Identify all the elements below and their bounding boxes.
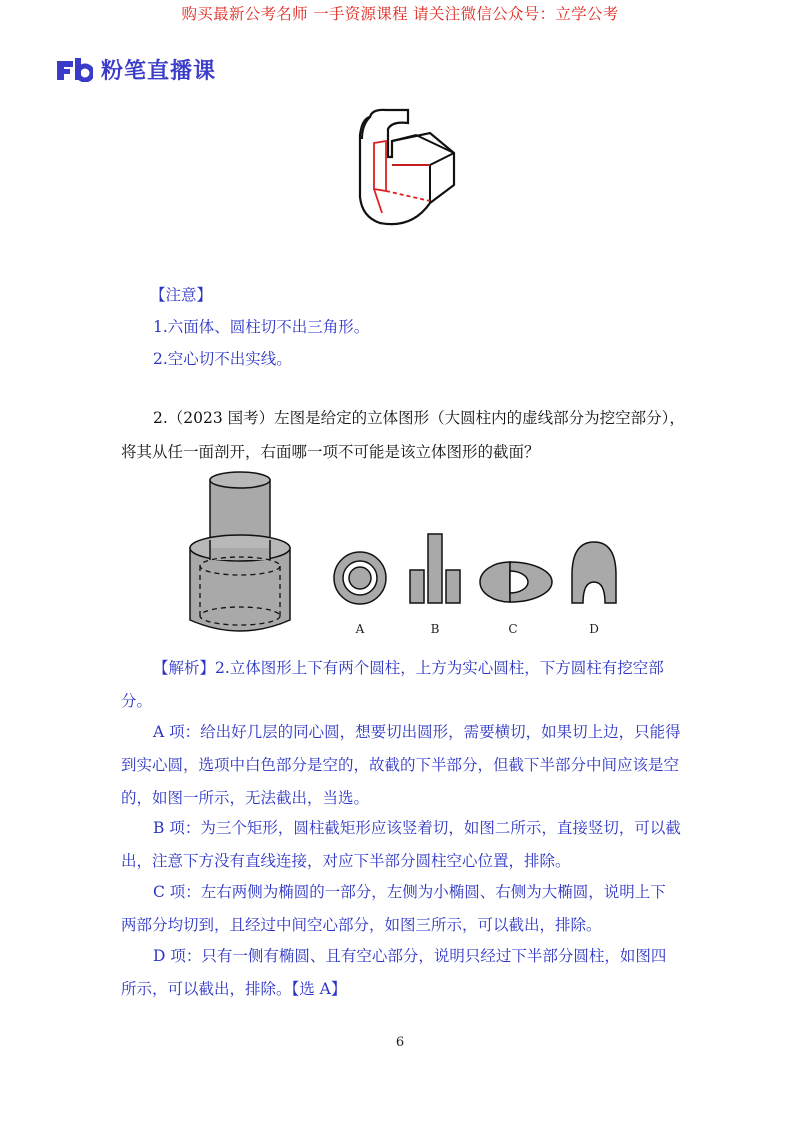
question-text-line-1: 2.（2023 国考）左图是给定的立体图形（大圆柱内的虚线部分为挖空部分）， — [153, 409, 685, 427]
option-b-shape — [410, 534, 460, 603]
option-label-a: A — [355, 622, 365, 636]
analysis-option-d: D 项：只有一侧有椭圆、且有空心部分，说明只经过下半部分圆柱，如图四所示，可以截出，排除。【选 A】 — [121, 947, 667, 998]
option-label-b: B — [430, 622, 440, 636]
note-title: 【注意】 — [150, 286, 213, 304]
cut-solid-figure — [352, 105, 462, 235]
promo-banner: 购买最新公考名师 一手资源课程 请关注微信公众号：立学公考 — [181, 5, 619, 23]
brand-text: 粉笔直播课 — [101, 59, 217, 84]
analysis-option-a: A 项：给出好几层的同心圆，想要切出圆形，需要横切，如果切上边，只能得到实心圆，选项中白色部分是空的，故截的下半部分，但截下半部分中间应该是空的，如图一所示，无法截出，当选。 — [121, 723, 681, 807]
option-label-c: C — [508, 622, 518, 636]
question-figure — [180, 470, 620, 640]
analysis-intro: 【解析】2.立体图形上下有两个圆柱，上方为实心圆柱，下方圆柱有挖空部分。 — [121, 659, 664, 710]
analysis-option-b: B 项：为三个矩形，圆柱截矩形应该竖着切，如图二所示，直接竖切，可以截出，注意下方没有直线连接，对应下半部分圆柱空心位置，排除。 — [121, 819, 681, 870]
brand-header — [57, 54, 216, 85]
page-number: 6 — [395, 1035, 405, 1050]
note-item-2: 2.空心切不出实线。 — [153, 350, 292, 368]
fenbi-logo-icon — [57, 58, 93, 82]
lower-cylinder — [190, 535, 290, 631]
option-c-shape — [480, 562, 552, 602]
option-label-d: D — [589, 622, 599, 636]
question-text-line-2: 将其从任一面剖开，右面哪一项不可能是该立体图形的截面？ — [121, 443, 540, 461]
note-item-1: 1.六面体、圆柱切不出三角形。 — [153, 318, 370, 336]
option-d-shape — [572, 542, 616, 603]
option-a-shape — [334, 552, 386, 604]
analysis-option-c: C 项：左右两侧为椭圆的一部分，左侧为小椭圆、右侧为大椭圆，说明上下两部分均切到，且经过中间空心部分，如图三所示，可以截出，排除。 — [121, 883, 666, 934]
